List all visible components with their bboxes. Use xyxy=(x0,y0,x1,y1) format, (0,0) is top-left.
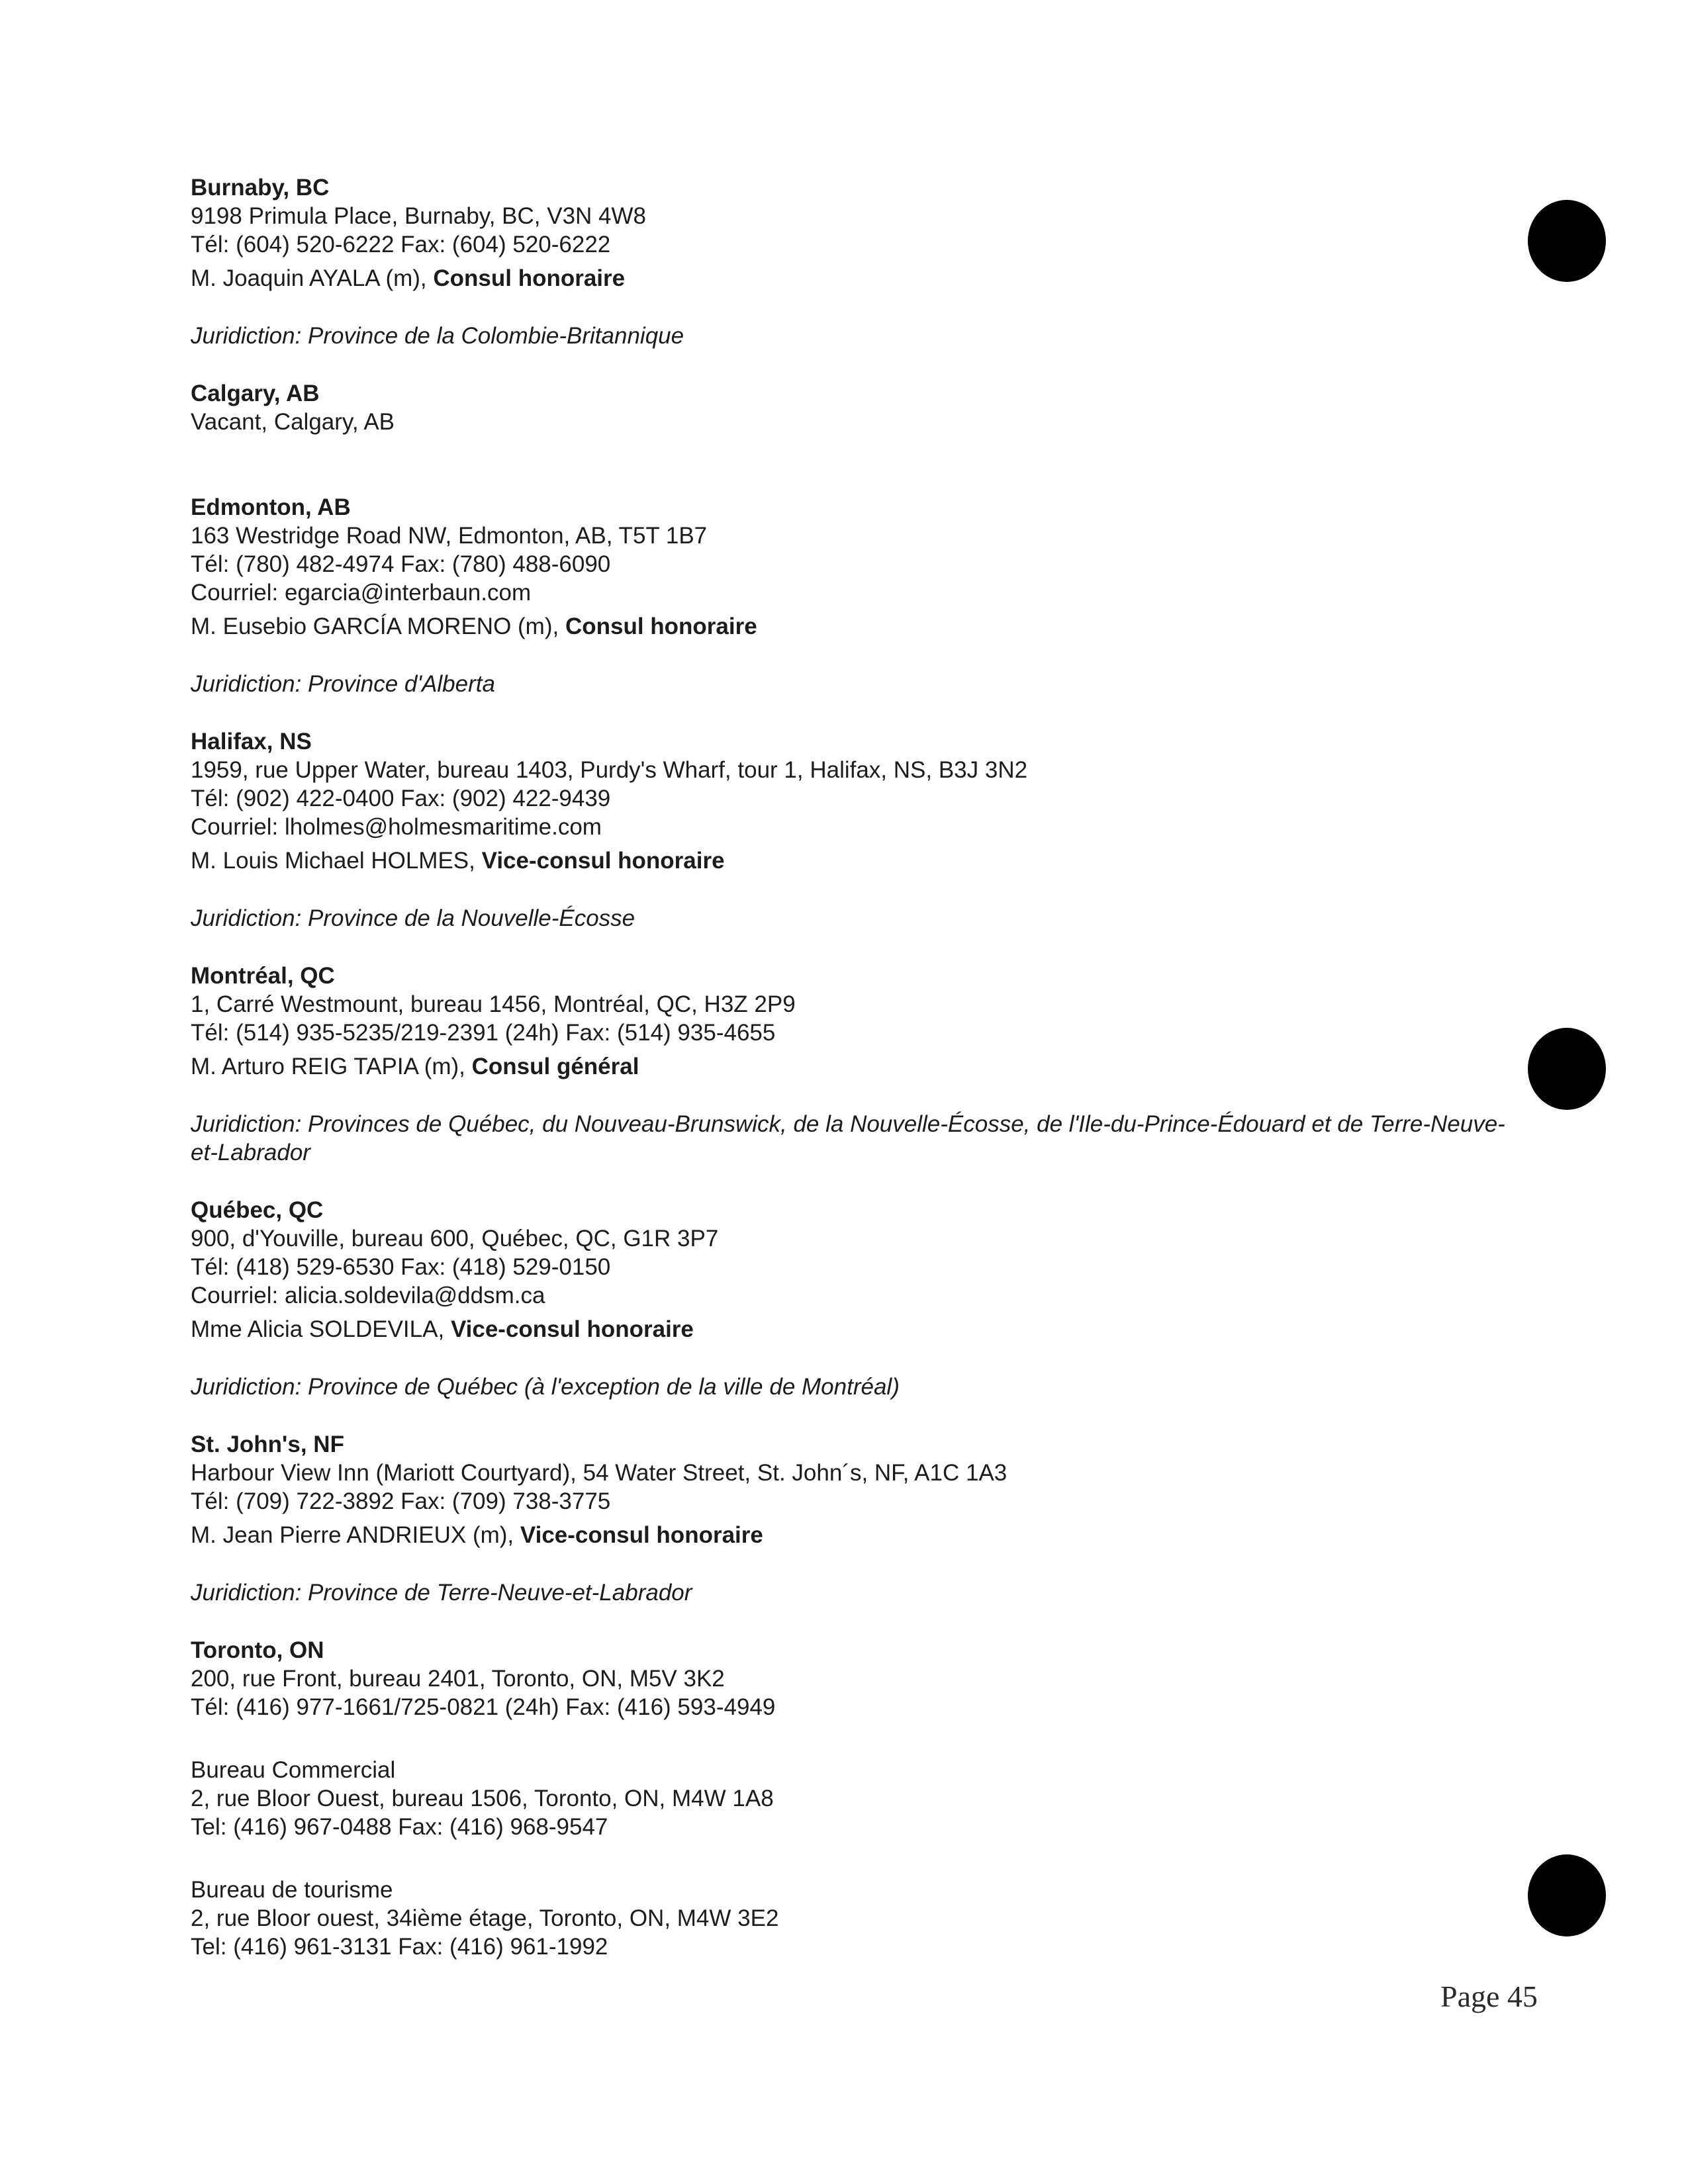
address-line: 163 Westridge Road NW, Edmonton, AB, T5T 1B7 xyxy=(191,523,708,549)
entry-st-johns xyxy=(191,1430,1528,1607)
page-number: Page 45 xyxy=(1440,1979,1538,2013)
address-line: Harbour View Inn (Mariott Courtyard), 54 Water Street, St. John´s, NF, A1C 1A3 xyxy=(191,1460,1008,1486)
address-line: 1959, rue Upper Water, bureau 1403, Purdy's Wharf, tour 1, Halifax, NS, B3J 3N2 xyxy=(191,757,1028,783)
city-heading: Toronto, ON xyxy=(191,1637,324,1663)
city-heading: Calgary, AB xyxy=(191,381,320,406)
person-name: M. Eusebio GARCÍA MORENO (m), xyxy=(191,614,559,639)
city-heading: Québec, QC xyxy=(191,1197,324,1223)
jurisdiction: Juridiction: Province de Québec (à l'exception de la ville de Montréal) xyxy=(191,1374,900,1400)
address-line: 900, d'Youville, bureau 600, Québec, QC, G1R 3P7 xyxy=(191,1226,719,1251)
entry-halifax xyxy=(191,727,1528,933)
email-line: Courriel: egarcia@interbaun.com xyxy=(191,580,532,606)
address-line: 9198 Primula Place, Burnaby, BC, V3N 4W8 xyxy=(191,203,647,229)
person-name: M. Jean Pierre ANDRIEUX (m), xyxy=(191,1522,514,1548)
address-line: 2, rue Bloor ouest, 34ième étage, Toronto, ON, M4W 3E2 xyxy=(191,1905,779,1931)
phone-line: Tél: (780) 482-4974 Fax: (780) 488-6090 xyxy=(191,551,611,577)
contact-person xyxy=(191,1052,1528,1081)
city-heading: Edmonton, AB xyxy=(191,494,351,520)
person-name: M. Arturo REIG TAPIA (m), xyxy=(191,1054,465,1079)
person-title: Consul honoraire xyxy=(433,265,626,291)
consulate-listing xyxy=(191,173,1528,1961)
jurisdiction: Juridiction: Province d'Alberta xyxy=(191,671,495,697)
entry-quebec xyxy=(191,1196,1528,1401)
city-heading: Burnaby, BC xyxy=(191,175,330,201)
city-heading: Montréal, QC xyxy=(191,963,335,989)
person-name: M. Louis Michael HOLMES, xyxy=(191,848,475,874)
jurisdiction: Juridiction: Province de la Colombie-Britannique xyxy=(191,323,684,349)
contact-person xyxy=(191,846,1528,875)
entry-edmonton xyxy=(191,493,1528,698)
address-line: Vacant, Calgary, AB xyxy=(191,409,395,435)
entry-burnaby xyxy=(191,173,1528,350)
phone-line: Tél: (902) 422-0400 Fax: (902) 422-9439 xyxy=(191,786,611,811)
person-name: M. Joaquin AYALA (m), xyxy=(191,265,427,291)
entry-montreal xyxy=(191,962,1528,1167)
address-line: 200, rue Front, bureau 2401, Toronto, ON, M5V 3K2 xyxy=(191,1666,725,1692)
person-title: Consul honoraire xyxy=(565,614,757,639)
phone-line: Tél: (416) 977-1661/725-0821 (24h) Fax: (416) 593-4949 xyxy=(191,1694,776,1720)
city-heading: St. John's, NF xyxy=(191,1432,344,1457)
entry-toronto xyxy=(191,1636,1528,1961)
phone-line: Tél: (514) 935-5235/219-2391 (24h) Fax: (514) 935-4655 xyxy=(191,1020,776,1046)
phone-line: Tel: (416) 961-3131 Fax: (416) 961-1992 xyxy=(191,1934,608,1960)
spacer xyxy=(191,1841,1528,1876)
person-title: Consul général xyxy=(471,1054,639,1079)
binder-hole-top xyxy=(1528,200,1606,282)
person-name: Mme Alicia SOLDEVILA, xyxy=(191,1316,445,1342)
entry-calgary xyxy=(191,379,1528,493)
binder-hole-middle xyxy=(1528,1028,1606,1110)
contact-person xyxy=(191,264,1528,293)
toronto-office-commercial xyxy=(191,1756,1528,1841)
phone-line: Tel: (416) 967-0488 Fax: (416) 968-9547 xyxy=(191,1814,608,1840)
person-title: Vice-consul honoraire xyxy=(520,1522,763,1548)
jurisdiction: Juridiction: Provinces de Québec, du Nouveau-Brunswick, de la Nouvelle-Écosse, de l'Ile-du-Prince-Édouard et de Terre-Neuve-et-Labrador xyxy=(191,1111,1505,1165)
person-title: Vice-consul honoraire xyxy=(481,848,725,874)
binder-hole-bottom xyxy=(1528,1854,1606,1936)
email-line: Courriel: lholmes@holmesmaritime.com xyxy=(191,814,602,840)
person-title: Vice-consul honoraire xyxy=(450,1316,694,1342)
spacer xyxy=(191,1721,1528,1756)
address-line: 1, Carré Westmount, bureau 1456, Montréal, QC, H3Z 2P9 xyxy=(191,991,796,1017)
phone-line: Tél: (604) 520-6222 Fax: (604) 520-6222 xyxy=(191,232,611,257)
jurisdiction: Juridiction: Province de la Nouvelle-Écosse xyxy=(191,905,635,931)
address-line: 2, rue Bloor Ouest, bureau 1506, Toronto, ON, M4W 1A8 xyxy=(191,1786,774,1811)
city-heading: Halifax, NS xyxy=(191,729,312,754)
office-name: Bureau de tourisme xyxy=(191,1877,393,1903)
contact-person xyxy=(191,1521,1528,1549)
jurisdiction: Juridiction: Province de Terre-Neuve-et-Labrador xyxy=(191,1580,692,1606)
phone-line: Tél: (709) 722-3892 Fax: (709) 738-3775 xyxy=(191,1488,611,1514)
office-name: Bureau Commercial xyxy=(191,1757,396,1783)
email-line: Courriel: alicia.soldevila@ddsm.ca xyxy=(191,1283,545,1308)
phone-line: Tél: (418) 529-6530 Fax: (418) 529-0150 xyxy=(191,1254,611,1280)
spacer xyxy=(191,436,1528,493)
toronto-office-tourism xyxy=(191,1876,1528,1961)
contact-person xyxy=(191,1315,1528,1343)
contact-person xyxy=(191,612,1528,641)
